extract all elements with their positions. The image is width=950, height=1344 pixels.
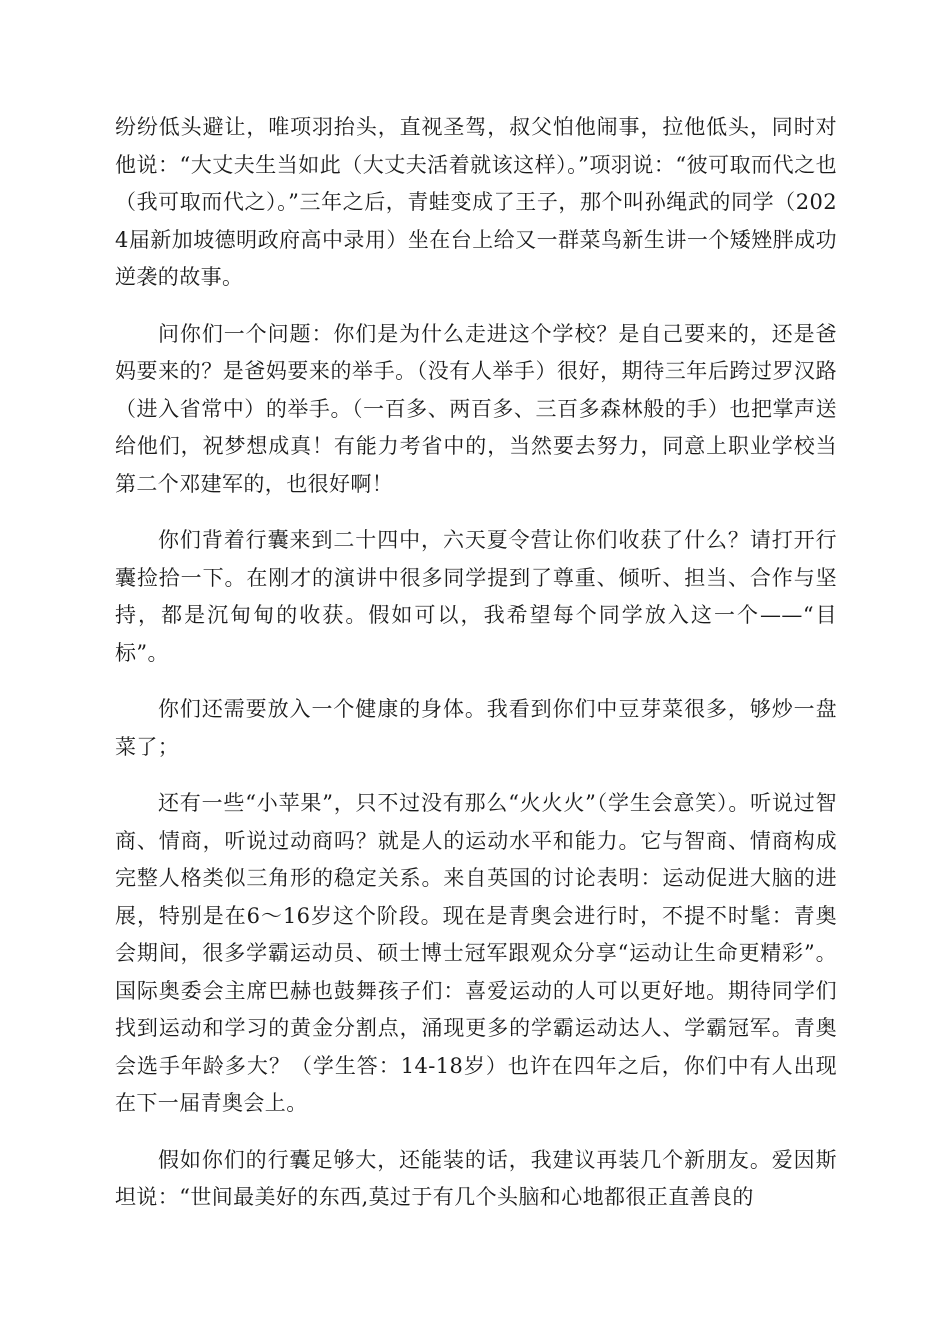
paragraph-4: 你们还需要放入一个健康的身体。我看到你们中豆芽菜很多，够炒一盘菜了； — [115, 697, 837, 759]
paragraph-2: 问你们一个问题：你们是为什么走进这个学校？是自己要来的，还是爸妈要来的？是爸妈要来的举手。（没有人举手）很好，期待三年后跨过罗汉路（进入省常中）的举手。（一百多、两百多、三百多森林般的手）也把掌声送给他们，祝梦想成真！有能力考省中的，当然要去努力，同意上职业学校当第二个邓建军的，也很好啊！ — [115, 321, 837, 496]
paragraph-5: 还有一些“小苹果”，只不过没有那么“火火火”（学生会意笑）。听说过智商、情商，听说过动商吗？就是人的运动水平和能力。它与智商、情商构成完整人格类似三角形的稳定关系。来自英国的讨论表明：运动促进大脑的进展，特别是在6～16岁这个阶段。现在是青奥会进行时，不提不时髦：青奥会期间，很多学霸运动员、硕士博士冠军跟观众分享“运动让生命更精彩”。国际奥委会主席巴赫也鼓舞孩子们：喜爱运动的人可以更好地。期待同学们找到运动和学习的黄金分割点，涌现更多的学霸运动达人、学霸冠军。青奥会选手年龄多大？（学生答：14-18岁）也许在四年之后，你们中有人出现在下一届青奥会上。 — [115, 791, 837, 1115]
paragraph-1: 纷纷低头避让，唯项羽抬头，直视圣驾，叔父怕他闹事，拉他低头，同时对他说：“大丈夫生当如此（大丈夫活着就该这样）。”项羽说：“彼可取而代之也（我可取而代之）。”三年之后，青蛙变成了王子，那个叫孙绳武的同学（2024届新加坡德明政府高中录用）坐在台上给又一群菜鸟新生讲一个矮矬胖成功逆袭的故事。 — [115, 115, 837, 289]
document-body — [115, 109, 837, 1236]
paragraph-3: 你们背着行囊来到二十四中，六天夏令营让你们收获了什么？请打开行囊捡拾一下。在刚才的演讲中很多同学提到了尊重、倾听、担当、合作与坚持，都是沉甸甸的收获。假如可以，我希望每个同学放入这一个——“目标”。 — [115, 528, 837, 665]
paragraph-6: 假如你们的行囊足够大，还能装的话，我建议再装几个新朋友。爱因斯坦说：“世间最美好的东西,莫过于有几个头脑和心地都很正直善良的 — [115, 1147, 837, 1209]
